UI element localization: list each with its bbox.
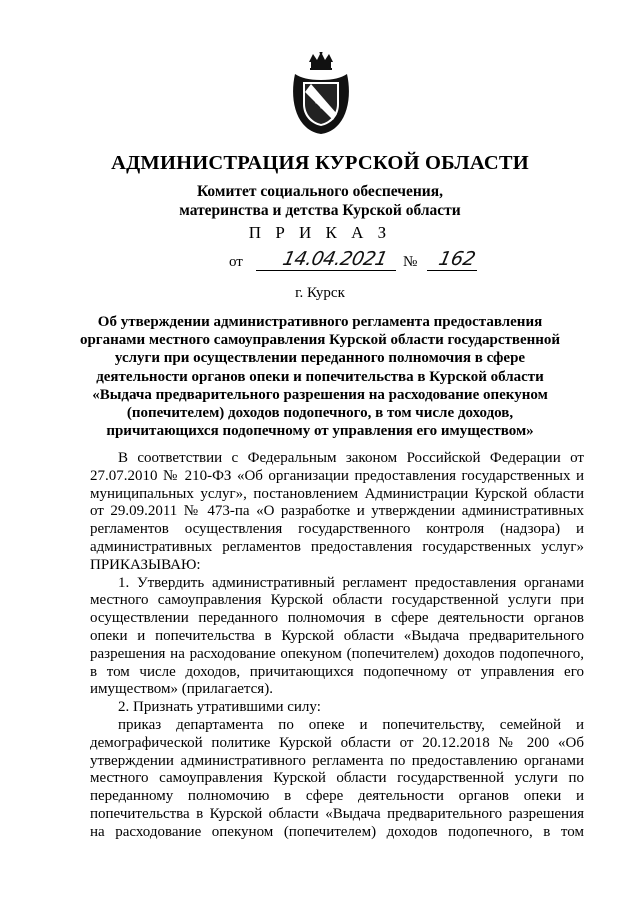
title-line: «Выдача предварительного разрешения на расходование опекуном [92,386,548,403]
order-title [0,313,640,440]
item-2-heading: 2. Признать утратившими силу: [118,699,321,716]
date-number-line [229,250,489,274]
preamble-paragraph: В соответствии с Федеральным законом Российской Федерации от 27.07.2010 № 210-ФЗ «Об организации предоставления государственных и муниципальных услуг», постановлением Администрации Курской области от 29.09.2011 № 473-па «О разработке и утверждении административных регламентов осуществления государственного контроля (надзора) и административных регламентов предоставления государственных услуг» ПРИКАЗЫВАЮ: [90,450,584,573]
date-prefix: от [229,254,243,270]
handwritten-number: 162 [436,248,478,270]
document-type: П Р И К А З [248,223,392,242]
committee-name [0,182,640,220]
committee-line-1: Комитет социального обеспечения, [196,183,444,200]
number-prefix: № [403,254,418,270]
title-line: причитающихся подопечному от управления его имуществом» [106,423,534,440]
committee-line-2: материнства и детства Курской области [179,202,461,219]
title-line: услуги при осуществлении переданного полномочия в сфере [114,350,526,367]
title-line: деятельности органов опеки и попечительства в Курской области [96,368,544,385]
title-line: Об утверждении административного регламента предоставления [97,314,543,330]
item-1-paragraph: 1. Утвердить административный регламент предоставления органами местного самоуправления Курской области государственной услуги при осуществлении переданного полномочия в сфере деятельности органов опеки и попечительства в Курской области «Выдача предварительного разрешения на расходование опекуном (попечителем) доходов подопечного, в том числе доходов, причитающихся подопечному от управления его имуществом» (прилагается). [90,574,584,698]
coat-of-arms-emblem [289,52,353,134]
date-underline [256,270,396,271]
organization-title: АДМИНИСТРАЦИЯ КУРСКОЙ ОБЛАСТИ [111,152,529,174]
handwritten-date: 14.04.2021 [280,248,390,270]
item-2-text: приказ департамента по опеке и попечительству, семейной и демографической политике Курской области от 20.12.2018 № 200 «Об утверждении административного регламента по предоставлению органами местного самоуправления Курской области государственной услуги по переданному полномочию в сфере деятельности органов опеки и попечительства в Курской области «Выдача предварительного разрешения на расходование опекуном (попечителем) доходов подопечного, в том [90,716,584,840]
number-underline [427,270,477,271]
order-body [90,450,584,842]
title-line: органами местного самоуправления Курской области государственной [79,332,561,349]
city: г. Курск [295,285,345,301]
title-line: (попечителем) доходов подопечного, в том числе доходов, [126,405,514,422]
